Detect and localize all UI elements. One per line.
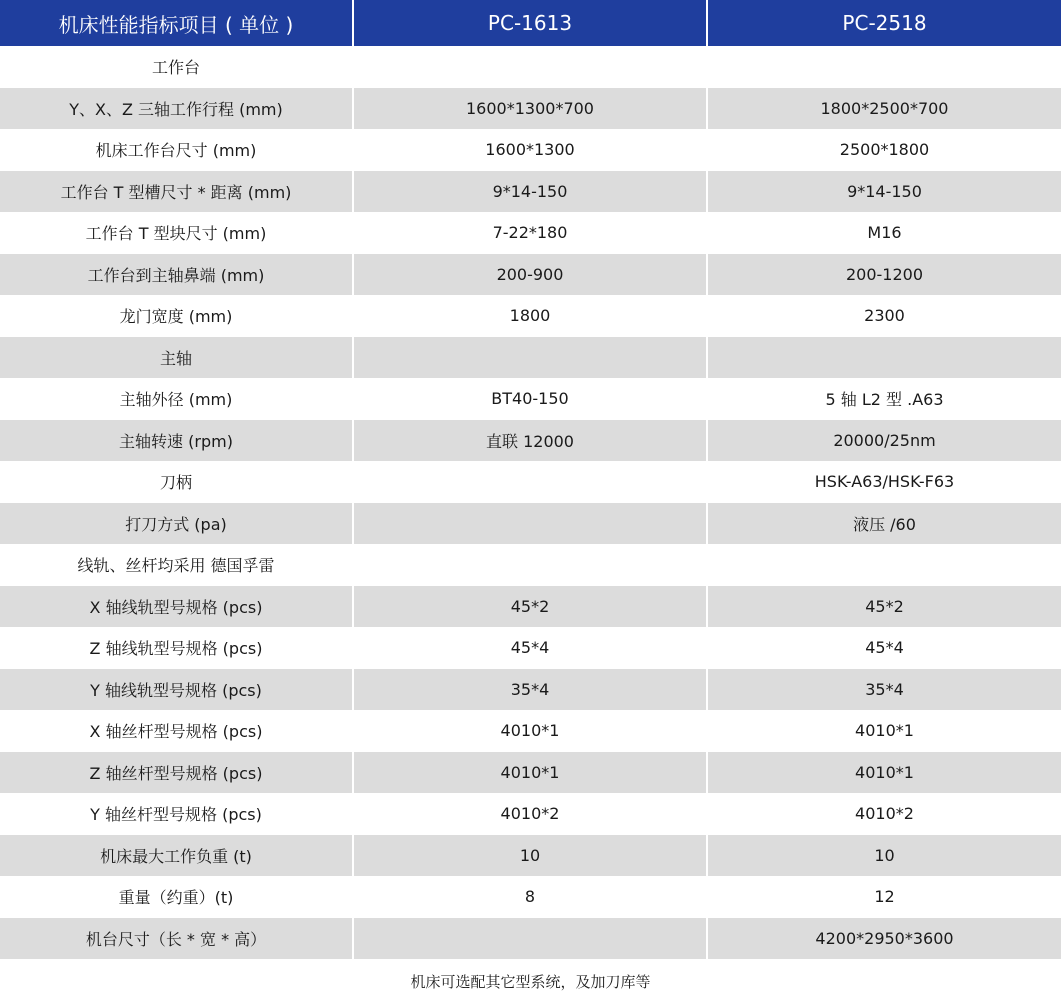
row-label-cell: 主轴 [0, 337, 353, 379]
row-value-pc2518-cell: 10 [707, 835, 1061, 877]
row-value-pc1613-cell: BT40-150 [353, 378, 707, 420]
table-row [0, 876, 1061, 918]
table-row [0, 420, 1061, 462]
row-value-pc2518-cell: 2500*1800 [707, 129, 1061, 171]
row-value-pc1613-cell [353, 461, 707, 503]
row-value-pc1613-cell [353, 46, 707, 88]
table-row [0, 337, 1061, 379]
row-label-cell: 工作台 [0, 46, 353, 88]
row-value-pc1613-cell [353, 544, 707, 586]
row-label-cell: X 轴丝杆型号规格 (pcs) [0, 710, 353, 752]
row-value-pc1613-cell: 直联 12000 [353, 420, 707, 462]
table-row [0, 88, 1061, 130]
row-value-pc2518-cell: M16 [707, 212, 1061, 254]
row-value-pc1613-cell: 4010*2 [353, 793, 707, 835]
row-value-pc2518-cell: 35*4 [707, 669, 1061, 711]
row-value-pc1613-cell [353, 918, 707, 960]
row-value-pc2518-cell: 200-1200 [707, 254, 1061, 296]
table-row [0, 254, 1061, 296]
table-row [0, 46, 1061, 88]
row-value-pc2518-cell: 1800*2500*700 [707, 88, 1061, 130]
row-value-pc2518-cell: 4010*2 [707, 793, 1061, 835]
table-row [0, 212, 1061, 254]
row-value-pc1613-cell: 1600*1300*700 [353, 88, 707, 130]
row-label-cell: 打刀方式 (pa) [0, 503, 353, 545]
row-label-cell: Y 轴丝杆型号规格 (pcs) [0, 793, 353, 835]
table-row [0, 171, 1061, 213]
table-row [0, 586, 1061, 628]
row-label-cell: 刀柄 [0, 461, 353, 503]
row-value-pc1613-cell: 7-22*180 [353, 212, 707, 254]
row-value-pc1613-cell: 1800 [353, 295, 707, 337]
row-value-pc1613-cell: 1600*1300 [353, 129, 707, 171]
row-label-cell: 机台尺寸（长 * 宽 * 高） [0, 918, 353, 960]
row-value-pc2518-cell: 45*4 [707, 627, 1061, 669]
table-row [0, 835, 1061, 877]
row-label-cell: 龙门宽度 (mm) [0, 295, 353, 337]
row-value-pc1613-cell: 4010*1 [353, 710, 707, 752]
row-label-cell: 工作台 T 型槽尺寸 * 距离 (mm) [0, 171, 353, 213]
table-row [0, 503, 1061, 545]
table-row [0, 710, 1061, 752]
header-model-pc2518: PC-2518 [707, 0, 1061, 46]
table-row [0, 627, 1061, 669]
row-value-pc2518-cell: 4200*2950*3600 [707, 918, 1061, 960]
table-row [0, 752, 1061, 794]
row-value-pc2518-cell [707, 337, 1061, 379]
row-label-cell: 主轴转速 (rpm) [0, 420, 353, 462]
row-label-cell: 重量（约重）(t) [0, 876, 353, 918]
row-label-cell: 工作台 T 型块尺寸 (mm) [0, 212, 353, 254]
row-value-pc2518-cell: 4010*1 [707, 752, 1061, 794]
table-row [0, 461, 1061, 503]
row-label-cell: 机床最大工作负重 (t) [0, 835, 353, 877]
row-value-pc2518-cell: 9*14-150 [707, 171, 1061, 213]
row-value-pc1613-cell: 4010*1 [353, 752, 707, 794]
footer-note: 机床可选配其它型系统，及加刀库等 [410, 973, 651, 991]
row-value-pc2518-cell [707, 46, 1061, 88]
table-row [0, 793, 1061, 835]
row-value-pc1613-cell [353, 337, 707, 379]
row-value-pc2518-cell: 4010*1 [707, 710, 1061, 752]
row-value-pc1613-cell: 45*4 [353, 627, 707, 669]
row-value-pc2518-cell: 12 [707, 876, 1061, 918]
row-value-pc1613-cell [353, 503, 707, 545]
row-value-pc2518-cell: 5 轴 L2 型 .A63 [707, 378, 1061, 420]
table-row [0, 669, 1061, 711]
row-label-cell: Y 轴线轨型号规格 (pcs) [0, 669, 353, 711]
header-item-column: 机床性能指标项目 ( 单位 ) [0, 0, 353, 46]
row-value-pc2518-cell [707, 544, 1061, 586]
row-label-cell: Z 轴线轨型号规格 (pcs) [0, 627, 353, 669]
row-label-cell: X 轴线轨型号规格 (pcs) [0, 586, 353, 628]
row-label-cell: 工作台到主轴鼻端 (mm) [0, 254, 353, 296]
row-value-pc1613-cell: 45*2 [353, 586, 707, 628]
table-body [0, 46, 1061, 959]
table-row [0, 918, 1061, 960]
row-label-cell: Y、X、Z 三轴工作行程 (mm) [0, 88, 353, 130]
row-value-pc1613-cell: 10 [353, 835, 707, 877]
row-value-pc1613-cell: 35*4 [353, 669, 707, 711]
table-row [0, 544, 1061, 586]
table-row [0, 129, 1061, 171]
row-value-pc2518-cell: HSK-A63/HSK-F63 [707, 461, 1061, 503]
row-label-cell: 机床工作台尺寸 (mm) [0, 129, 353, 171]
row-value-pc2518-cell: 2300 [707, 295, 1061, 337]
row-value-pc1613-cell: 8 [353, 876, 707, 918]
row-value-pc2518-cell: 45*2 [707, 586, 1061, 628]
header-row [0, 0, 1061, 46]
header-model-pc1613: PC-1613 [353, 0, 707, 46]
table-header [0, 0, 1061, 46]
row-value-pc1613-cell: 9*14-150 [353, 171, 707, 213]
row-value-pc2518-cell: 20000/25nm [707, 420, 1061, 462]
row-label-cell: 线轨、丝杆均采用 德国孚雷 [0, 544, 353, 586]
row-label-cell: Z 轴丝杆型号规格 (pcs) [0, 752, 353, 794]
table-row [0, 378, 1061, 420]
row-value-pc2518-cell: 液压 /60 [707, 503, 1061, 545]
table-row [0, 295, 1061, 337]
row-value-pc1613-cell: 200-900 [353, 254, 707, 296]
row-label-cell: 主轴外径 (mm) [0, 378, 353, 420]
